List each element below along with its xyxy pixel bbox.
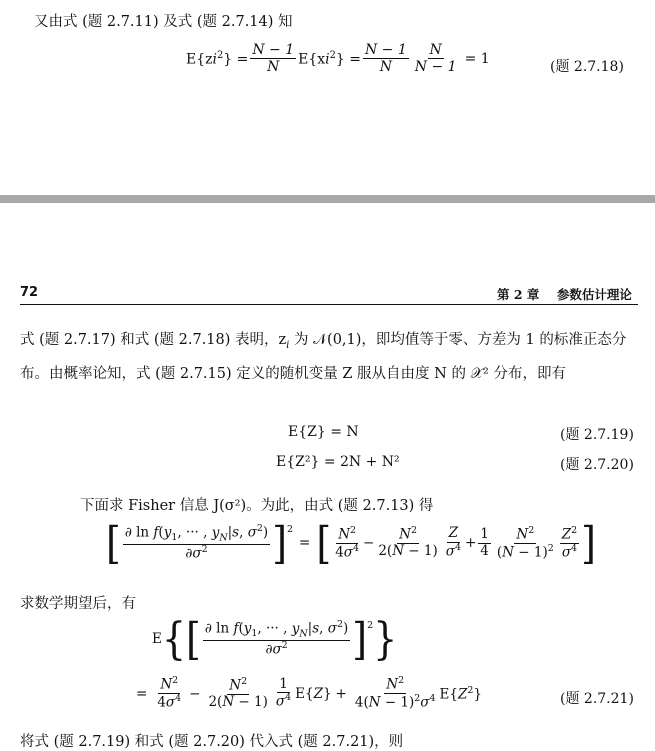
fraction: $\frac{N - 1}{N}$ <box>252 42 295 76</box>
equation-tag: (题 2.7.20) <box>560 457 634 473</box>
eq-mid: $E\{xi^2\}$ = <box>298 49 361 68</box>
expectation-equation-line2: = $\frac{N^2}{4\sigma^4}$ − $\frac{N^2}{2(N - 1)}$ $\frac{1}{\sigma^4}$ E{Z} + $\frac{N^2}{4(N - 1)^2\sigma^4}$ $E\{Z^2\}$ <box>136 675 482 711</box>
paragraph: 将式 (题 2.7.19) 和式 (题 2.7.20) 代入式 (题 2.7.21)，则 <box>20 734 404 750</box>
fisher-equation: [ $\frac{\partial \ln f(y_1, \cdot\cdot\cdot , y_N|s, \sigma^2)}{\partial\sigma^2}$ ] 2 = [ $\frac{N^2}{4\sigma^4}$ − $\frac{N^2}{2(N - 1)}$ $\frac{Z}{\sigma^4}$ + $\frac{1}{4}$ $\frac{N^2}{(N - 1)^2}$ $\frac{Z^2}{\sigma^4}$ ] <box>106 517 596 569</box>
equation-2-7-18 <box>186 42 490 75</box>
eq-lhs: $E\{zi^2\}$ = <box>186 49 249 68</box>
equation-2-7-20: E{Z²} = 2N + N² <box>276 454 400 470</box>
fraction: $\frac{N - 1}{N}$ <box>364 42 407 76</box>
intro-text: 又由式 (题 2.7.11) 及式 (题 2.7.14) 知 <box>34 14 293 30</box>
equation-tag: (题 2.7.21) <box>560 691 634 707</box>
page-number: 72 <box>20 285 39 300</box>
expectation-equation-line1: E { [ $\frac{\partial \ln f(y_1, \cdot\cdot\cdot , y_N|s, \sigma^2)}{\partial\sigma^2}$ ] 2 } <box>152 613 398 665</box>
fraction: $\frac{\partial \ln f(y_1, \cdot\cdot\cdot , y_N|s, \sigma^2)}{\partial\sigma^2}$ <box>124 523 269 562</box>
paragraph: 求数学期望后，有 <box>20 596 136 612</box>
equation-tag: (题 2.7.19) <box>560 427 634 443</box>
paragraph: 式 (题 2.7.17) 和式 (题 2.7.18) 表明，$z_i$ 为 𝒩(0,1)，即均值等于零、方差为 1 的标准正态分布。由概率论知，式 (题 2.7.15) 定义的随机变量 Z 服从自由度 N 的 𝒳² 分布，即有 <box>20 332 627 382</box>
equation-tag: (题 2.7.18) <box>550 59 624 75</box>
header-rule <box>20 304 638 305</box>
fraction: $\frac{N}{N - 1}$ <box>414 42 457 76</box>
page-separator <box>0 195 655 203</box>
equation-2-7-19: E{Z} = N <box>288 424 359 440</box>
paragraph: 下面求 Fisher 信息 J(σ²)。为此，由式 (题 2.7.13) 得 <box>80 498 434 514</box>
eq-rhs: = 1 <box>464 50 490 67</box>
chapter-label: 第 2 章 参数估计理论 <box>497 287 632 302</box>
